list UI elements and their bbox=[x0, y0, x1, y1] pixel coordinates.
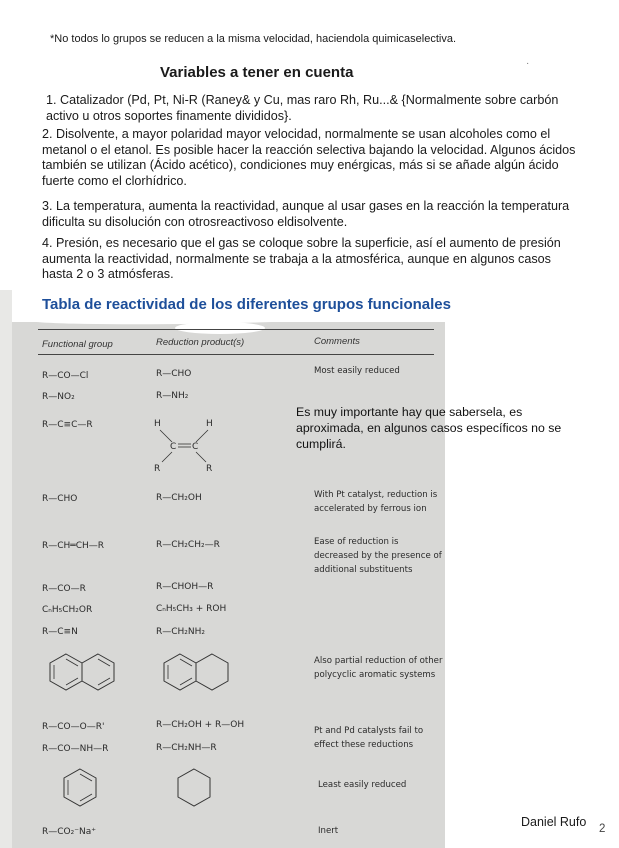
svg-text:H: H bbox=[154, 419, 161, 429]
table-row-comment: Ease of reduction is decreased by the presence of additional substituents bbox=[314, 537, 442, 575]
scan-edge bbox=[0, 290, 12, 848]
table-row-group: R—CO₂⁻Na⁺ bbox=[42, 827, 96, 837]
table-rule-header bbox=[38, 354, 434, 355]
table-row-product: CₙH₅CH₃ + ROH bbox=[156, 604, 227, 614]
table-row-product: R—CHOH—R bbox=[156, 582, 214, 592]
table-row-comment: Pt and Pd catalysts fail to effect these reductions bbox=[314, 726, 424, 750]
table-title: Tabla de reactividad de los diferentes grupos funcionales bbox=[42, 296, 451, 313]
table-row-comment: Most easily reduced bbox=[314, 366, 400, 376]
author-signature: Daniel Rufo bbox=[521, 815, 587, 829]
table-row-group: R—C≡N bbox=[42, 627, 78, 637]
header-comments: Comments bbox=[314, 336, 360, 347]
cyclohexane-structure bbox=[176, 766, 216, 812]
table-row-group: R—CO—O—R' bbox=[42, 722, 105, 732]
tetralin-structure bbox=[162, 650, 230, 702]
header-reduction-products: Reduction product(s) bbox=[156, 337, 245, 348]
table-row-comment: Also partial reduction of other polycyclic aromatic systems bbox=[314, 656, 443, 680]
table-row-comment: Inert bbox=[318, 826, 339, 836]
variable-solvent: 2. Disolvente, a mayor polaridad mayor velocidad, normalmente se usan alcoholes como el metanol o el etanol. Es posible hacer la reacción selectiva bajando la velocidad. Algunos ácidos también se utilizan (Ácido acético), condiciones muy enérgicas, más si se añade algún ácido fuerte como el clorhídrico. bbox=[42, 127, 576, 188]
naphthalene-structure bbox=[48, 650, 116, 702]
table-row-group: R—CO—Cl bbox=[42, 371, 89, 381]
table-row-group: R—NO₂ bbox=[42, 392, 75, 402]
important-note: Es muy importante hay que sabersela, es aproximada, en algunos casos específicos no se cumplirá. bbox=[296, 405, 562, 451]
table-row-product: R—CH₂OH bbox=[156, 493, 202, 503]
table-row-group: R—CO—R bbox=[42, 584, 86, 594]
table-rule-top bbox=[38, 329, 434, 330]
table-row-comment: With Pt catalyst, reduction is accelerated by ferrous ion bbox=[314, 490, 438, 514]
svg-text:C: C bbox=[170, 442, 177, 452]
table-row-product: R—CH₂CH₂—R bbox=[156, 540, 220, 550]
table-row-group: R—CO—NH—R bbox=[42, 744, 109, 754]
table-row-group: R—C≡C—R bbox=[42, 420, 93, 430]
section-heading: Variables a tener en cuenta bbox=[160, 64, 354, 81]
variable-pressure: 4. Presión, es necesario que el gas se coloque sobre la superficie, así el aumento de presión aumenta la reactividad, normalmente se trabaja a la atmosférica, aunque en algunos casos hasta 2 o 3 atmósferas. bbox=[42, 236, 561, 281]
svg-text:H: H bbox=[206, 419, 213, 429]
table-row-product: R—NH₂ bbox=[156, 391, 189, 401]
table-row-product: R—CHO bbox=[156, 369, 192, 379]
table-row-product: R—CH₂OH + R—OH bbox=[156, 720, 245, 730]
variable-temperature: 3. La temperatura, aumenta la reactividad, aunque al usar gases en la reacción la temperatura dificulta su disolución con otrosreactivoso eldisolvente. bbox=[42, 199, 570, 229]
svg-text:R: R bbox=[206, 464, 213, 474]
benzene-structure bbox=[62, 766, 102, 812]
whiteout-mark bbox=[175, 322, 265, 334]
footnote-selectivity: *No todos lo grupos se reducen a la misma velocidad, haciendola quimicaselectiva. bbox=[50, 33, 457, 45]
table-row-group: R—CH═CH—R bbox=[42, 541, 105, 551]
svg-text:C: C bbox=[192, 442, 199, 452]
cis-alkene-structure bbox=[150, 414, 230, 474]
variable-catalyst: 1. Catalizador (Pd, Pt, Ni-R (Raney& y Cu, mas raro Rh, Ru...& {Normalmente sobre carbón activo u otros soportes finamente divididos}. bbox=[46, 93, 559, 123]
table-row-group: R—CHO bbox=[42, 494, 78, 504]
table-row-product: R—CH₂NH—R bbox=[156, 743, 217, 753]
table-row-comment: Least easily reduced bbox=[318, 780, 407, 790]
header-functional-group: Functional group bbox=[42, 339, 113, 350]
svg-text:R: R bbox=[154, 464, 161, 474]
table-row-group: CₙH₅CH₂OR bbox=[42, 605, 93, 615]
table-row-product: R—CH₂NH₂ bbox=[156, 627, 206, 637]
page-number: 2 bbox=[599, 823, 606, 835]
stray-mark: · bbox=[526, 58, 530, 69]
